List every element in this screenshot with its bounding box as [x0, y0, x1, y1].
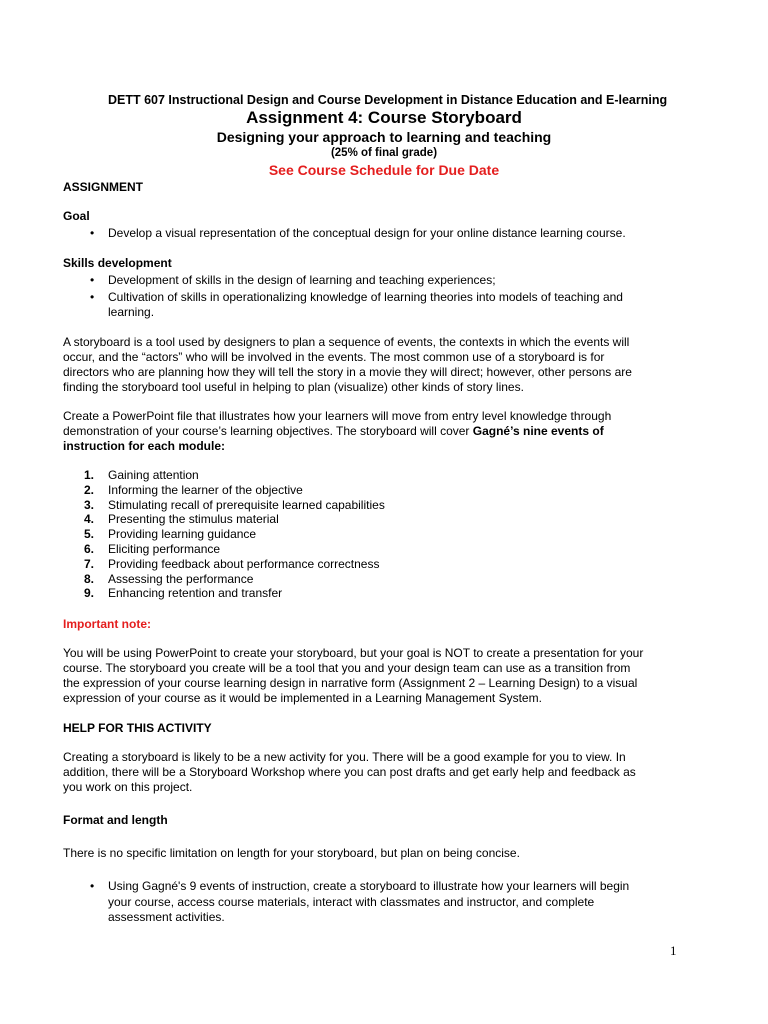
- event-item: Enhancing retention and transfer: [108, 586, 283, 600]
- event-number: 3.: [84, 498, 95, 512]
- storyboard-paragraph-line: directors who are planning how they will tell the story in a movie they will direct; however, other persons are: [63, 365, 632, 379]
- event-number: 1.: [84, 468, 95, 482]
- event-item: Presenting the stimulus material: [108, 512, 279, 526]
- event-number: 5.: [84, 527, 95, 541]
- format-bullet-line: your course, access course materials, interact with classmates and instructor, and complete: [108, 895, 595, 909]
- important-note-line: expression of your course as it would be implemented in a Learning Management System.: [63, 691, 542, 705]
- page-number: 1: [670, 943, 677, 958]
- skills-bullet-1: Development of skills in the design of learning and teaching experiences;: [108, 273, 496, 287]
- storyboard-paragraph-line: finding the storyboard tool useful in helping to plan (visualize) other kinds of story lines.: [63, 380, 524, 394]
- event-number: 4.: [84, 512, 95, 526]
- bullet-marker: •: [90, 273, 95, 287]
- event-item: Providing learning guidance: [108, 527, 257, 541]
- assignment-title: Assignment 4: Course Storyboard: [246, 108, 522, 127]
- powerpoint-paragraph-line: Create a PowerPoint file that illustrates how your learners will move from entry level knowledge through: [63, 409, 612, 423]
- event-item: Providing feedback about performance correctness: [108, 557, 380, 571]
- event-item: Gaining attention: [108, 468, 199, 482]
- format-paragraph: There is no specific limitation on length for your storyboard, but plan on being concise.: [63, 846, 520, 860]
- event-item: Eliciting performance: [108, 542, 221, 556]
- important-note-line: the expression of your course learning design in narrative form (Assignment 2 – Learning Design) to a visual: [63, 676, 638, 690]
- event-number: 8.: [84, 572, 95, 586]
- grade-weight: (25% of final grade): [330, 147, 438, 159]
- event-number: 6.: [84, 542, 95, 556]
- help-paragraph-line: Creating a storyboard is likely to be a new activity for you. There will be a good example for you to view. In: [63, 750, 626, 764]
- event-item: Stimulating recall of prerequisite learned capabilities: [108, 498, 385, 512]
- course-line: DETT 607 Instructional Design and Course Development in Distance Education and E-learning: [108, 93, 668, 107]
- gagne-events-emphasis: Gagné’s nine events of: [472, 424, 604, 438]
- bullet-marker: •: [90, 226, 95, 240]
- important-note-line: You will be using PowerPoint to create your storyboard, but your goal is NOT to create a presentation for your: [63, 646, 644, 660]
- skills-bullet-2-line-2: learning.: [108, 305, 155, 319]
- goal-bullet: Develop a visual representation of the conceptual design for your online distance learning course.: [108, 226, 626, 240]
- format-bullet-line: Using Gagné's 9 events of instruction, create a storyboard to illustrate how your learners will begin: [108, 879, 630, 893]
- event-number: 2.: [84, 483, 95, 497]
- help-paragraph-line: addition, there will be a Storyboard Workshop where you can post drafts and get early help and feedback as: [63, 765, 636, 779]
- storyboard-paragraph-line: occur, and the “actors” who will be involved in the events. The most common use of a storyboard is for: [63, 350, 605, 364]
- bullet-marker: •: [90, 879, 95, 893]
- due-date-notice: See Course Schedule for Due Date: [268, 162, 500, 178]
- storyboard-paragraph-line: A storyboard is a tool used by designers to plan a sequence of events, the contexts in which the events will: [63, 335, 630, 349]
- format-bullet-line: assessment activities.: [108, 910, 225, 924]
- bullet-marker: •: [90, 290, 95, 304]
- event-number: 7.: [84, 557, 95, 571]
- assignment-subtitle: Designing your approach to learning and teaching: [216, 129, 552, 145]
- event-item: Assessing the performance: [108, 572, 254, 586]
- important-note-line: course. The storyboard you create will be a tool that you and your design team can use as a transition from: [63, 661, 631, 675]
- help-heading: HELP FOR THIS ACTIVITY: [63, 721, 212, 735]
- help-paragraph-line: you work on this project.: [63, 780, 193, 794]
- event-number: 9.: [84, 586, 95, 600]
- important-note-heading: Important note:: [63, 617, 151, 631]
- event-item: Informing the learner of the objective: [108, 483, 303, 497]
- paragraph-text: demonstration of your course’s learning objectives. The storyboard will cover: [63, 424, 473, 438]
- powerpoint-paragraph-line: instruction for each module:: [63, 439, 226, 453]
- format-heading: Format and length: [63, 813, 168, 827]
- skills-bullet-2-line-1: Cultivation of skills in operationalizing knowledge of learning theories into models of teaching and: [108, 290, 623, 304]
- powerpoint-paragraph-line: [63, 424, 604, 439]
- skills-heading: Skills development: [63, 256, 172, 270]
- goal-heading: Goal: [63, 209, 90, 223]
- assignment-heading: ASSIGNMENT: [63, 180, 144, 194]
